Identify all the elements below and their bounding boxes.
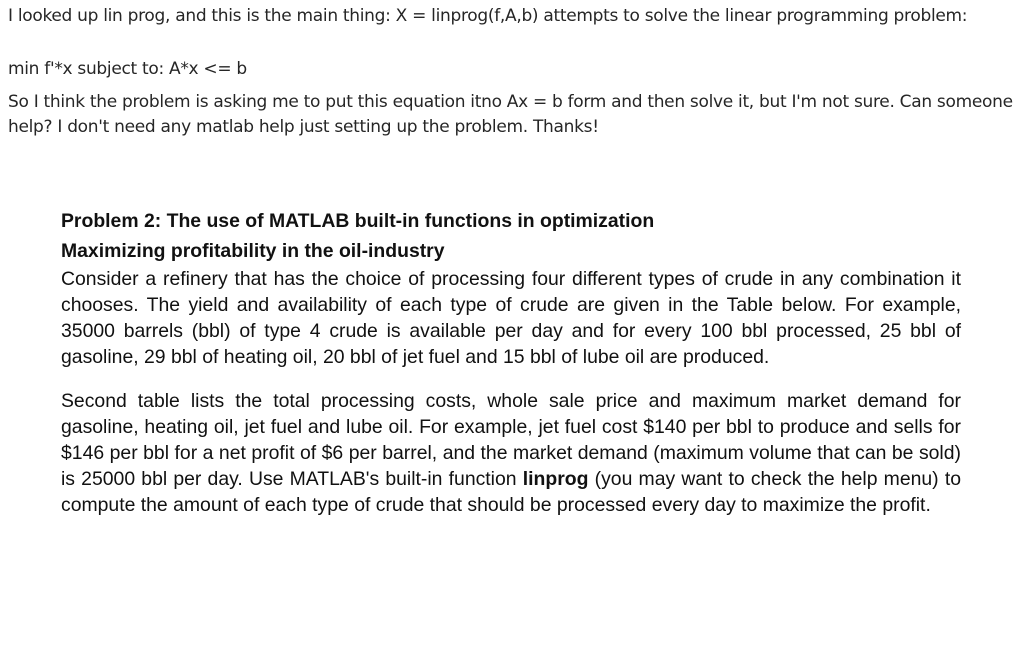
question-post xyxy=(8,4,1014,140)
paragraph-2-text-before: Second table lists the total processing costs, whole sale price and maximum market demand for gasoline, heating oil, jet fuel and lube oil. For example, jet fuel cost $140 per bbl to produce and sells for $146 per bbl for a net profit of $6 per barrel, and the market demand (maximum volume that can be sold) is 25000 bbl per day. Use MATLAB's built-in function xyxy=(61,390,961,490)
problem-title: Problem 2: The use of MATLAB built-in functions in optimization xyxy=(61,210,655,232)
problem-paragraph-1: Consider a refinery that has the choice of processing four different types of crude in any combination it chooses. The yield and availability of each type of crude are given in the Table below. For example, 35000 barrels (bbl) of type 4 crude is available per day and for every 100 bbl processed, 25 bbl of gasoline, 29 bbl of heating oil, 20 bbl of jet fuel and 15 bbl of lube oil are produced. xyxy=(61,268,961,368)
question-intro: I looked up lin prog, and this is the main thing: X = linprog(f,A,b) attempts to solve the linear programming problem: xyxy=(8,6,968,26)
paragraph-2-text-after: (you may want to check the help menu) to compute the amount of each type of crude that should be processed every day to maximize the profit. xyxy=(61,468,961,516)
problem-paragraph-2 xyxy=(61,388,961,518)
question-body: So I think the problem is asking me to put this equation itno Ax = b form and then solve it, but I'm not sure. Can someone help? I don't need any matlab help just setting up the problem. Thanks! xyxy=(8,92,1013,137)
linprog-keyword: linprog xyxy=(522,468,589,490)
problem-statement-image xyxy=(61,206,961,518)
problem-subtitle: Maximizing profitability in the oil-industry xyxy=(61,240,445,262)
question-formula: min f'*x subject to: A*x <= b xyxy=(8,59,247,79)
